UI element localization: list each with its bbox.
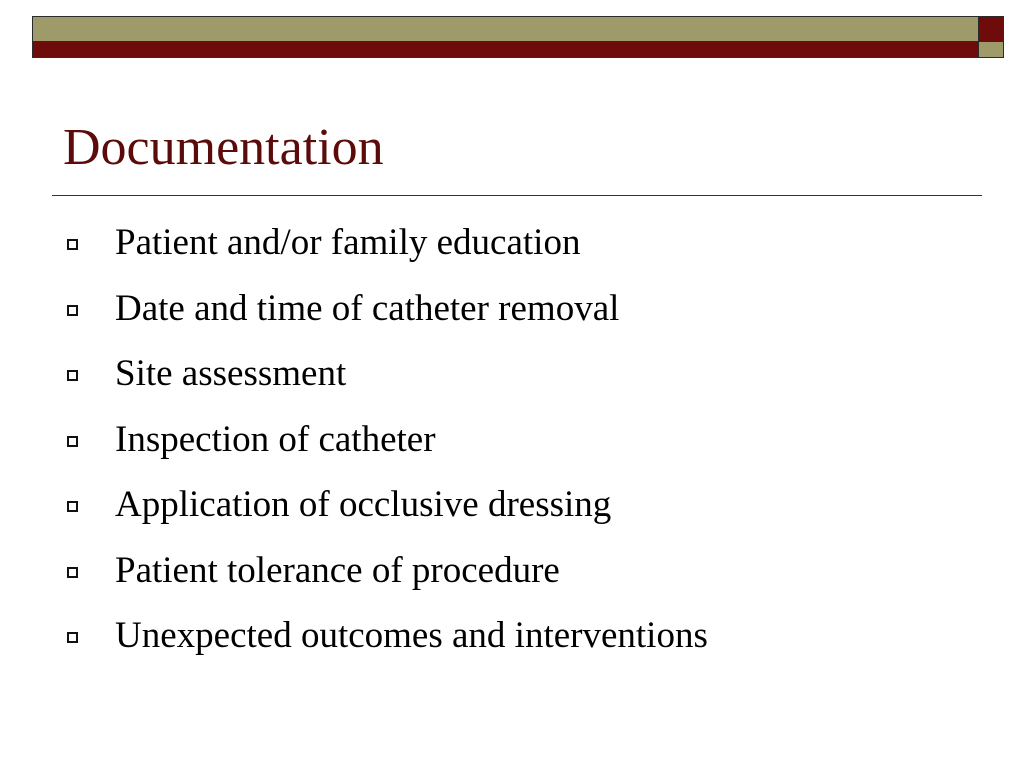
title-divider (52, 195, 982, 196)
bullet-text: Unexpected outcomes and interventions (115, 615, 708, 657)
hollow-square-icon (67, 501, 78, 512)
hollow-square-icon (67, 370, 78, 381)
hollow-square-icon (67, 567, 78, 578)
bullet-item (67, 538, 708, 604)
header-band-olive (32, 16, 978, 42)
bullet-item (67, 341, 708, 407)
hollow-square-icon (67, 632, 78, 643)
bullet-item (67, 472, 708, 538)
header-band-maroon (32, 42, 978, 58)
corner-square-olive (978, 42, 1004, 58)
corner-square-maroon (978, 16, 1004, 42)
bullet-text: Inspection of catheter (115, 418, 436, 460)
bullet-item (67, 407, 708, 473)
slide-title: Documentation (63, 119, 384, 176)
hollow-square-icon (67, 305, 78, 316)
bullet-text: Date and time of catheter removal (115, 287, 620, 329)
bullet-item (67, 603, 708, 669)
bullet-text: Patient and/or family education (115, 222, 581, 264)
hollow-square-icon (67, 436, 78, 447)
bullet-item (67, 210, 708, 276)
bullet-text: Site assessment (115, 353, 347, 395)
bullet-text: Patient tolerance of procedure (115, 549, 560, 591)
bullet-item (67, 276, 708, 342)
hollow-square-icon (67, 239, 78, 250)
bullet-list (67, 210, 708, 669)
bullet-text: Application of occlusive dressing (115, 484, 612, 526)
